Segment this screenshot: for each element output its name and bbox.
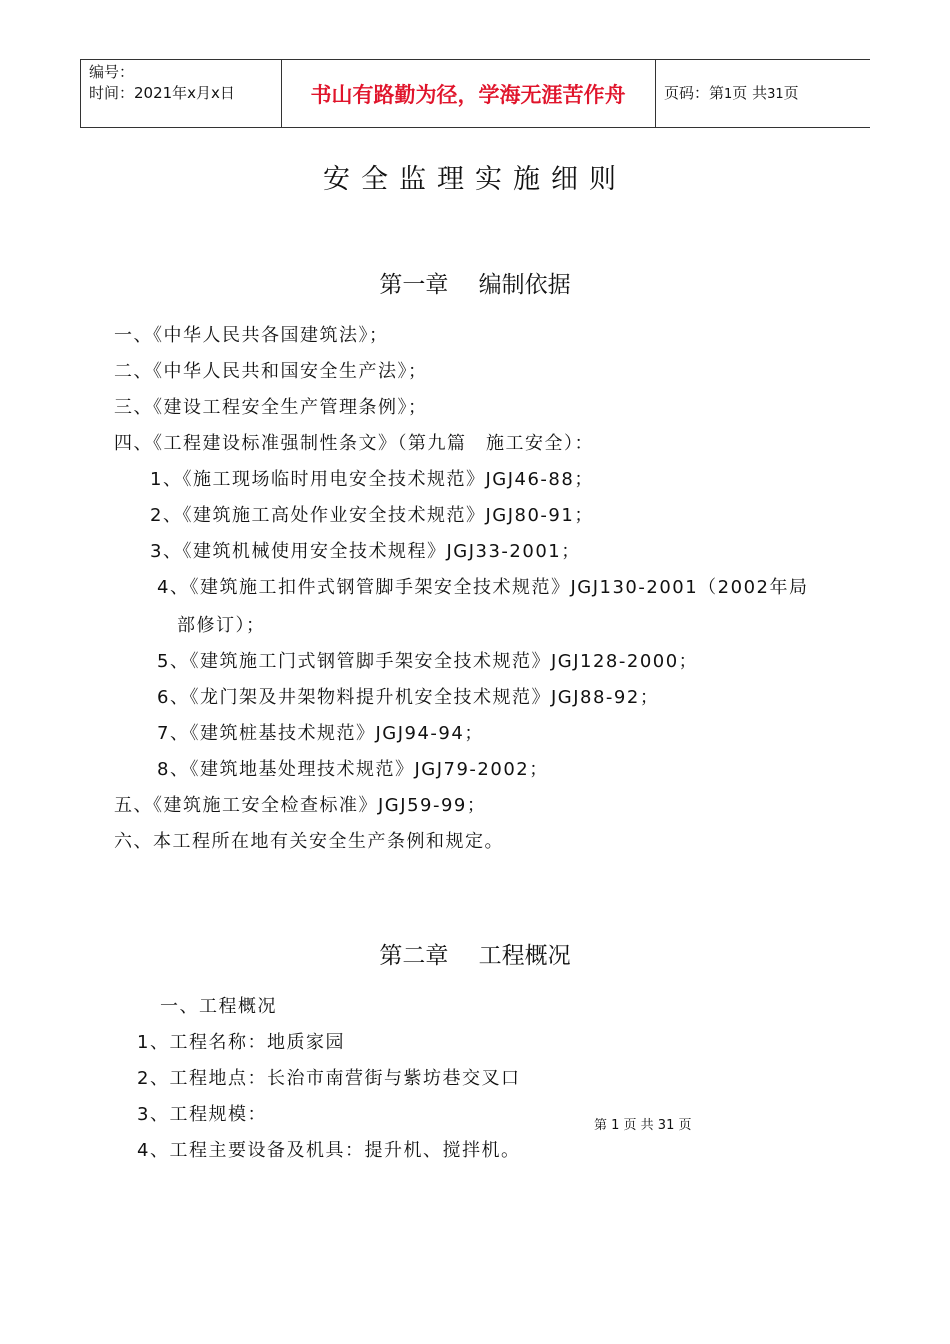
basis-item: 六、本工程所在地有关安全生产条例和规定。 (114, 831, 504, 852)
header-divider (80, 60, 81, 127)
overview-item: 一、工程概况 (160, 996, 277, 1017)
basis-item: 一、《中华人民共各国建筑法》； (114, 325, 389, 346)
overview-item: 3、工程规模： (137, 1104, 267, 1125)
header-page-number (664, 82, 799, 103)
header-divider (655, 60, 656, 127)
overview-item: 1、工程名称：地质家园 (137, 1032, 345, 1053)
document-title: 安全监理实施细则 (323, 164, 627, 195)
basis-subitem: 6、《龙门架及井架物料提升机安全技术规范》JGJ88-92； (157, 687, 660, 708)
document-number-label: 编号： (89, 63, 135, 81)
basis-subitem: 5、《建筑施工门式钢管脚手架安全技术规范》JGJ128-2000； (157, 651, 699, 672)
basis-subitem: 1、《施工现场临时用电安全技术规范》JGJ46-88； (150, 469, 594, 490)
basis-subitem: 8、《建筑地基处理技术规范》JGJ79-2002； (157, 759, 549, 780)
page-suffix: 页 (783, 84, 799, 102)
basis-subitem: 2、《建筑施工高处作业安全技术规范》JGJ80-91； (150, 505, 594, 526)
basis-item: 四、《工程建设标准强制性条文》（第九篇 施工安全）： (114, 433, 594, 454)
header-meta (89, 62, 235, 104)
basis-item: 三、《建设工程安全生产管理条例》； (114, 397, 428, 418)
overview-item: 2、工程地点：长治市南营街与紫坊巷交叉口 (137, 1068, 521, 1089)
page-current: 1 (724, 87, 733, 102)
page-footer: 第 1 页 共 31 页 (594, 1118, 692, 1133)
page-prefix: 页码：第 (664, 84, 725, 102)
basis-subitem: 7、《建筑桩基技术规范》JGJ94-94； (157, 723, 484, 744)
chapter-2-heading: 第二章 工程概况 (379, 943, 571, 969)
chapter-1-heading: 第一章 编制依据 (379, 272, 571, 298)
page-mid: 页 共 (732, 84, 768, 102)
basis-subitem: 3、《建筑机械使用安全技术规程》JGJ33-2001； (150, 541, 581, 562)
document-time: 时间：2021年x月x日 (89, 84, 235, 102)
basis-subitem: 4、《建筑施工扣件式钢管脚手架安全技术规范》JGJ130-2001（2002年局 (157, 577, 809, 598)
basis-item: 五、《建筑施工安全检查标准》JGJ59-99； (114, 795, 487, 816)
page-total: 31 (767, 87, 784, 102)
basis-subitem-continuation: 部修订）； (177, 615, 266, 636)
header-table (80, 59, 870, 128)
overview-item: 4、工程主要设备及机具：提升机、搅拌机。 (137, 1140, 521, 1161)
basis-item: 二、《中华人民共和国安全生产法》； (114, 361, 428, 382)
header-motto: 书山有路勤为径，学海无涯苦作舟 (310, 82, 626, 107)
